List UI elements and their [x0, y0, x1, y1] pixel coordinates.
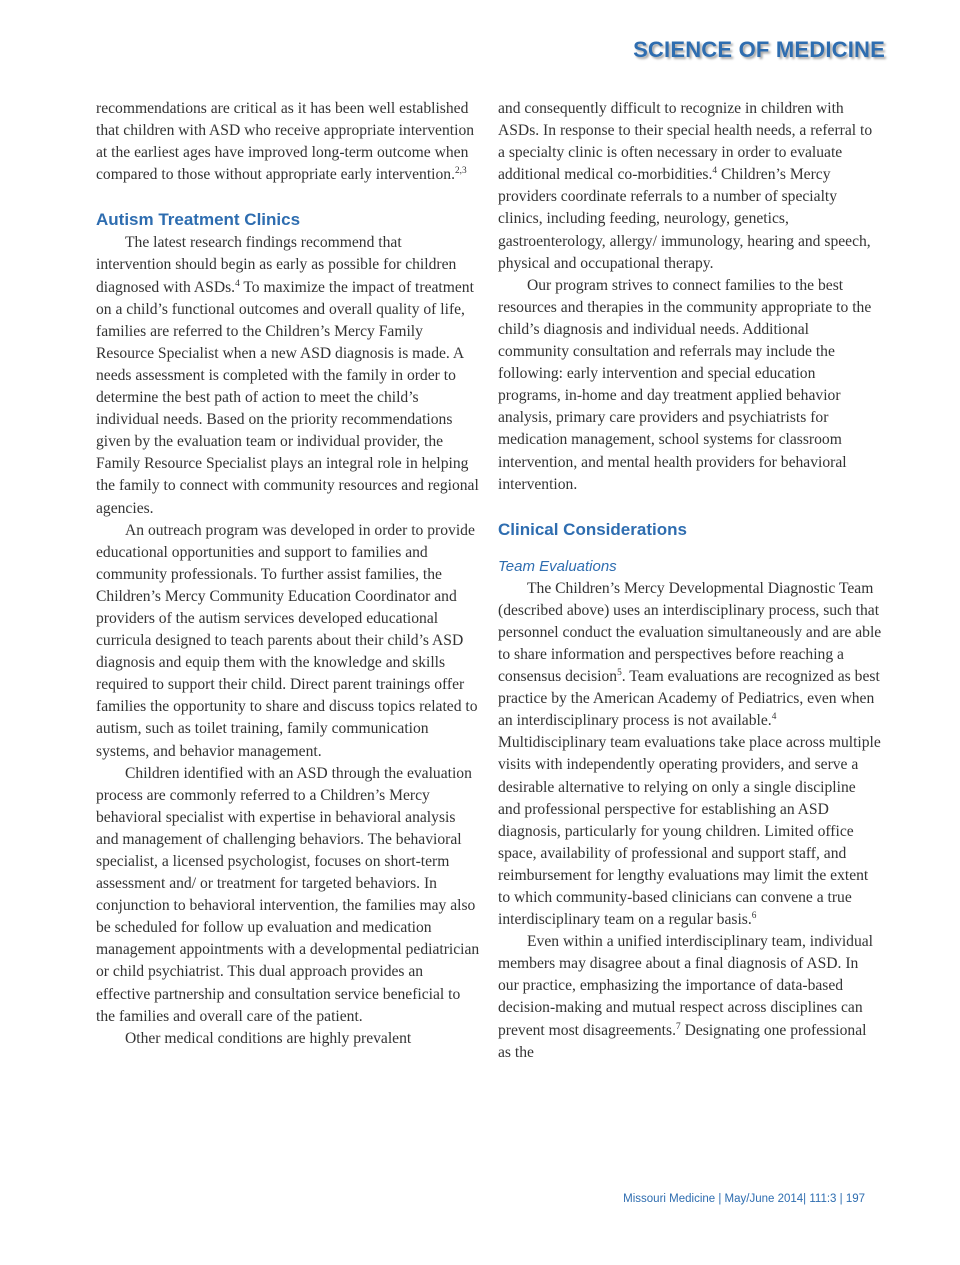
paragraph-text: Even within a unified interdisciplinary team, individual members may disagree about a final diagnosis of ASD. In our practice, emphasizing the importance of data-based decision-making and mutual respect across disciplines can prevent most disagreements.: [498, 933, 874, 1039]
citation: 4: [771, 712, 777, 723]
paragraph: Children identified with an ASD through the evaluation process are commonly referred to a Children’s Mercy behavioral specialist with expertise in behavioral analysis and management of challenging behaviors. The behavioral specialist, a licensed psychologist, focuses on short-term assessment and/ or treatment for targeted behaviors. In conjunction to behavioral intervention, the families may also be scheduled for follow up evaluation and medication management appointments with a developmental pediatrician or child psychiatrist. This dual approach provides an effective partnership and consultation service beneficial to the families and overall care of the patient.: [96, 764, 480, 1025]
paragraph-text: Designating one professional as the: [498, 1021, 867, 1061]
paragraph-text: Children’s Mercy providers coordinate referrals to a number of specialty clinics, including feeding, neurology, genetics, gastroenterology, allergy/ immunology, hearing and speech, physical and occupational therapy.: [498, 166, 871, 272]
paragraph-text: To maximize the impact of treatment on a child’s functional outcomes and overall quality of life, families are referred to the Children’s Mercy Family Resource Specialist when a new ASD diagnosis is made. A needs assessment is completed with the family in order to determine the best path of action to meet the child’s individual needs. Based on the priority recommendations given by the evaluation team or individual provider, the Family Resource Specialist plays an integral role in helping the family to connect with community resources and regional agencies.: [96, 278, 479, 517]
paragraph-text: recommendations are critical as it has been well established that children with ASD who receive appropriate intervention at the earliest ages have improved long-term outcome when compared to those without appropriate early intervention.: [96, 100, 475, 184]
paragraph: [96, 98, 480, 186]
section-heading: Autism Treatment Clinics: [96, 210, 301, 230]
paragraph-text: The Children’s Mercy Developmental Diagnostic Team (described above) uses an interdisciplinary process, such that personnel conduct the evaluation simultaneously and are able to share information and perspectives before reaching a consensus decision: [498, 579, 882, 686]
citation: 6: [751, 910, 757, 921]
page-footer: Missouri Medicine | May/June 2014| 111:3 | 197: [623, 1193, 865, 1205]
paragraph: Other medical conditions are highly prevalent: [125, 1029, 412, 1047]
paragraph-text: . Team evaluations are recognized as best practice by the American Academy of Pediatrics, even when an interdisciplinary process is not available.: [498, 668, 880, 730]
citation: 7: [675, 1021, 681, 1032]
subsection-heading: Team Evaluations: [498, 557, 617, 575]
paragraph: [498, 98, 882, 275]
paragraph-text: and consequently difficult to recognize in children with ASDs. In response to their special health needs, a referral to a specialty clinic is often necessary in order to evaluate additional medical co-morbidities.: [498, 100, 873, 184]
section-header: SCIENCE OF MEDICINE: [633, 37, 885, 62]
citation: 4: [235, 278, 240, 289]
citation: 4: [712, 166, 718, 177]
paragraph-text: The latest research findings recommend that intervention should begin as early as possible for children diagnosed with ASDs.: [96, 234, 457, 296]
section-heading: Clinical Considerations: [498, 519, 687, 539]
right-column: [498, 98, 882, 1064]
paragraph: Our program strives to connect families to the best resources and therapies in the community appropriate to the child’s diagnosis and individual needs. Additional community consultation and referrals may include the following: early intervention and special education programs, in-home and day treatment applied behavior analysis, primary care providers and psychiatrists for medication management, school systems for classroom intervention, and mental health providers for behavioral intervention.: [498, 276, 872, 493]
paragraph: [498, 578, 882, 932]
citation: 5: [617, 667, 622, 678]
paragraph: [498, 931, 882, 1064]
citation: 2,3: [454, 166, 467, 177]
paragraph: [96, 232, 480, 519]
paragraph-text: Multidisciplinary team evaluations take place across multiple visits with independently operating providers, and serve a desirable alternative to relying on only a single discipline and professional perspective for establishing an ASD diagnosis, particularly for young children. Limited office space, availability of professional and support staff, and reimbursement for lengthy evaluations may limit the extent to which community-based clinicians can convene a true interdisciplinary team on a regular basis.: [498, 734, 881, 929]
paragraph: An outreach program was developed in order to provide educational opportunities and support to families and community professionals. To further assist families, the Children’s Mercy Community Education Coordinator and providers of the autism services developed educational curricula designed to teach parents about their child’s ASD diagnosis and equip them with the knowledge and skills required to support their child. Direct parent trainings offer families the opportunity to share and discuss topics related to autism, such as toilet training, family communication systems, and behavior management.: [96, 521, 478, 760]
left-column: [96, 98, 480, 1050]
